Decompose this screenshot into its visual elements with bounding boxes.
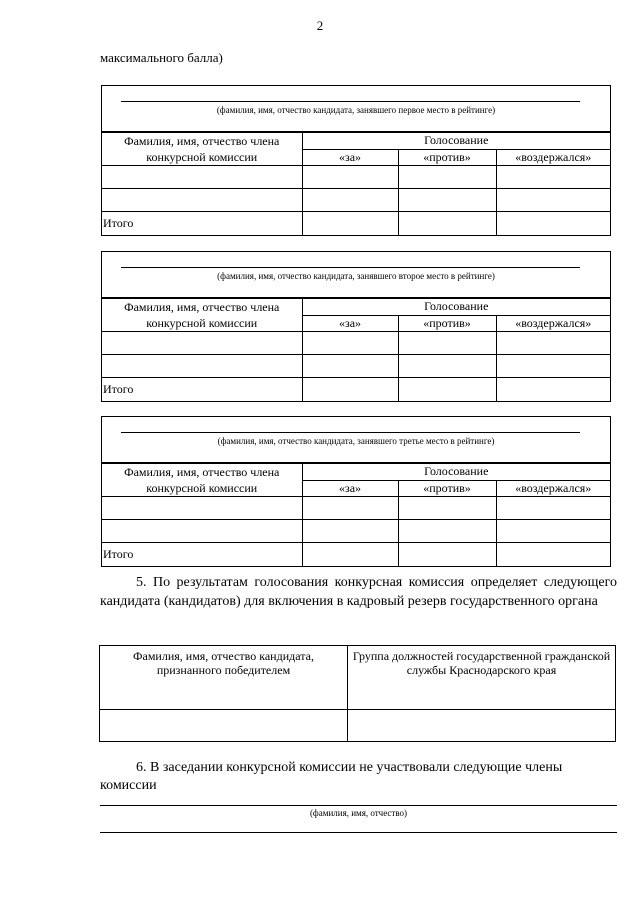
vote-header: Голосование — [302, 299, 610, 316]
total-against-cell[interactable] — [398, 378, 496, 401]
against-cell[interactable] — [398, 166, 496, 189]
total-for-cell[interactable] — [302, 212, 398, 235]
total-label: Итого — [102, 378, 302, 401]
against-cell[interactable] — [398, 497, 496, 520]
vote-table-second-place — [101, 251, 611, 402]
member-name-cell[interactable] — [102, 332, 302, 355]
member-name-header: Фамилия, имя, отчество члена конкурсной комиссии — [102, 133, 302, 166]
position-group-cell[interactable] — [348, 710, 616, 742]
against-cell[interactable] — [398, 332, 496, 355]
member-name-cell[interactable] — [102, 189, 302, 212]
candidate-name-line[interactable] — [121, 101, 580, 102]
table-row — [102, 332, 610, 355]
winner-name-header: Фамилия, имя, отчество кандидата, признанного победителем — [100, 646, 348, 710]
against-header: «против» — [398, 480, 496, 497]
for-header: «за» — [302, 480, 398, 497]
total-row — [102, 543, 610, 566]
total-for-cell[interactable] — [302, 543, 398, 566]
for-header: «за» — [302, 315, 398, 332]
vote-header: Голосование — [302, 133, 610, 150]
section-6-text: 6. В заседании конкурсной комиссии не участвовали следующие члены комиссии — [100, 760, 563, 793]
total-row — [102, 212, 610, 235]
abstained-cell[interactable] — [496, 497, 610, 520]
abstained-header: «воздержался» — [496, 480, 610, 497]
for-cell[interactable] — [302, 166, 398, 189]
section-5-paragraph — [100, 574, 617, 611]
winner-name-cell[interactable] — [100, 710, 348, 742]
for-cell[interactable] — [302, 497, 398, 520]
abstained-cell[interactable] — [496, 355, 610, 378]
absent-member-line[interactable] — [100, 805, 617, 806]
against-header: «против» — [398, 315, 496, 332]
for-header: «за» — [302, 149, 398, 166]
against-header: «против» — [398, 149, 496, 166]
total-abstained-cell[interactable] — [496, 543, 610, 566]
against-cell[interactable] — [398, 355, 496, 378]
member-name-cell[interactable] — [102, 497, 302, 520]
table-row — [102, 520, 610, 543]
total-label: Итого — [102, 543, 302, 566]
table-row — [102, 355, 610, 378]
abstained-cell[interactable] — [496, 332, 610, 355]
total-row — [102, 378, 610, 401]
member-name-cell[interactable] — [102, 355, 302, 378]
fio-caption: (фамилия, имя, отчество) — [309, 808, 408, 818]
vote-table-first-place — [101, 85, 611, 236]
total-for-cell[interactable] — [302, 378, 398, 401]
winner-table — [99, 645, 616, 742]
total-abstained-cell[interactable] — [496, 212, 610, 235]
continuation-text: максимального балла) — [100, 50, 223, 65]
member-name-header: Фамилия, имя, отчество члена конкурсной комиссии — [102, 464, 302, 497]
for-cell[interactable] — [302, 189, 398, 212]
total-label: Итого — [102, 212, 302, 235]
total-against-cell[interactable] — [398, 543, 496, 566]
member-name-cell[interactable] — [102, 166, 302, 189]
candidate-caption: (фамилия, имя, отчество кандидата, занявшего третье место в рейтинге) — [217, 436, 495, 446]
total-abstained-cell[interactable] — [496, 378, 610, 401]
for-cell[interactable] — [302, 520, 398, 543]
abstained-header: «воздержался» — [496, 149, 610, 166]
vote-table-third-place — [101, 416, 611, 567]
candidate-caption: (фамилия, имя, отчество кандидата, занявшего второе место в рейтинге) — [217, 271, 495, 281]
candidate-caption-row — [102, 417, 610, 463]
section-5-text: 5. По результатам голосования конкурсная комиссия определяет следующего кандидата (кандидатов) для включения в кадровый резерв государственного органа — [100, 575, 617, 609]
candidate-caption: (фамилия, имя, отчество кандидата, занявшего первое место в рейтинге) — [216, 105, 496, 115]
member-name-header: Фамилия, имя, отчество члена конкурсной комиссии — [102, 299, 302, 332]
against-cell[interactable] — [398, 189, 496, 212]
abstained-cell[interactable] — [496, 166, 610, 189]
table-row — [102, 166, 610, 189]
position-group-header: Группа должностей государственной гражданской службы Краснодарского края — [348, 646, 616, 710]
table-row — [102, 497, 610, 520]
candidate-caption-row — [102, 252, 610, 298]
table-row — [100, 710, 616, 742]
table-row — [102, 189, 610, 212]
page-number: 2 — [316, 18, 324, 33]
vote-header: Голосование — [302, 464, 610, 481]
section-6-paragraph — [100, 759, 617, 795]
against-cell[interactable] — [398, 520, 496, 543]
for-cell[interactable] — [302, 355, 398, 378]
member-name-cell[interactable] — [102, 520, 302, 543]
candidate-caption-row — [102, 86, 610, 132]
candidate-name-line[interactable] — [121, 267, 580, 268]
abstained-cell[interactable] — [496, 520, 610, 543]
abstained-cell[interactable] — [496, 189, 610, 212]
for-cell[interactable] — [302, 332, 398, 355]
absent-member-line[interactable] — [100, 832, 617, 833]
abstained-header: «воздержался» — [496, 315, 610, 332]
candidate-name-line[interactable] — [121, 432, 580, 433]
total-against-cell[interactable] — [398, 212, 496, 235]
